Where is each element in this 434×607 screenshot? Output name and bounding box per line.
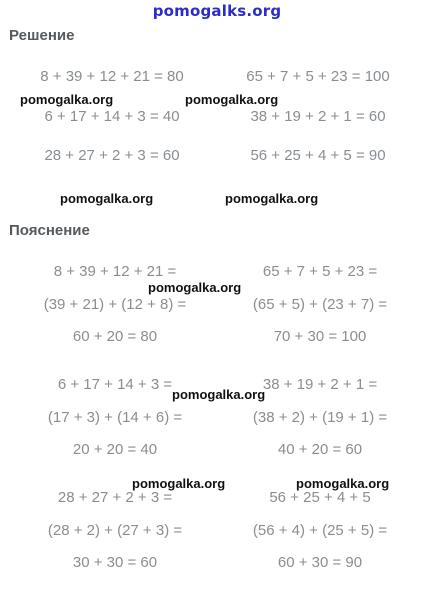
solution-equation: 65 + 7 + 5 + 23 = 100	[246, 68, 390, 85]
solution-equation: 56 + 25 + 4 + 5 = 90	[250, 147, 386, 164]
explanation-line: 20 + 20 = 40	[72, 441, 158, 458]
explanation-line: (65 + 5) + (23 + 7) =	[252, 296, 388, 313]
explanation-line: 40 + 20 = 60	[277, 441, 363, 458]
explanation-line: 28 + 27 + 2 + 3 =	[57, 489, 173, 506]
explanation-line: 70 + 30 = 100	[273, 328, 367, 345]
watermark: pomogalka.org	[20, 92, 114, 107]
explanation-line: (28 + 2) + (27 + 3) =	[47, 522, 183, 539]
watermark: pomogalka.org	[132, 476, 226, 491]
watermark: pomogalka.org	[296, 476, 390, 491]
solution-equation: 38 + 19 + 2 + 1 = 60	[250, 108, 386, 125]
explanation-line: 60 + 20 = 80	[72, 328, 158, 345]
watermark: pomogalka.org	[148, 280, 242, 295]
section-title-explanation: Пояснение	[9, 222, 90, 239]
explanation-line: (56 + 4) + (25 + 5) =	[252, 522, 388, 539]
explanation-line: 65 + 7 + 5 + 23 =	[262, 263, 378, 280]
explanation-line: 30 + 30 = 60	[72, 554, 158, 571]
watermark: pomogalka.org	[172, 387, 266, 402]
solution-equation: 28 + 27 + 2 + 3 = 60	[44, 147, 180, 164]
watermark: pomogalka.org	[185, 92, 279, 107]
section-title-solution: Решение	[9, 27, 75, 44]
watermark: pomogalka.org	[60, 191, 154, 206]
explanation-line: 8 + 39 + 12 + 21 =	[53, 263, 177, 280]
explanation-line: (17 + 3) + (14 + 6) =	[47, 409, 183, 426]
explanation-line: 60 + 30 = 90	[277, 554, 363, 571]
solution-equation: 6 + 17 + 14 + 3 = 40	[44, 108, 180, 125]
solution-equation: 8 + 39 + 12 + 21 = 80	[40, 68, 184, 85]
site-header: pomogalks.org	[152, 2, 282, 20]
watermark: pomogalka.org	[225, 191, 319, 206]
explanation-line: (39 + 21) + (12 + 8) =	[43, 296, 187, 313]
explanation-line: 56 + 25 + 4 + 5	[269, 489, 371, 506]
explanation-line: 6 + 17 + 14 + 3 =	[57, 376, 173, 393]
explanation-line: 38 + 19 + 2 + 1 =	[262, 376, 378, 393]
explanation-line: (38 + 2) + (19 + 1) =	[252, 409, 388, 426]
